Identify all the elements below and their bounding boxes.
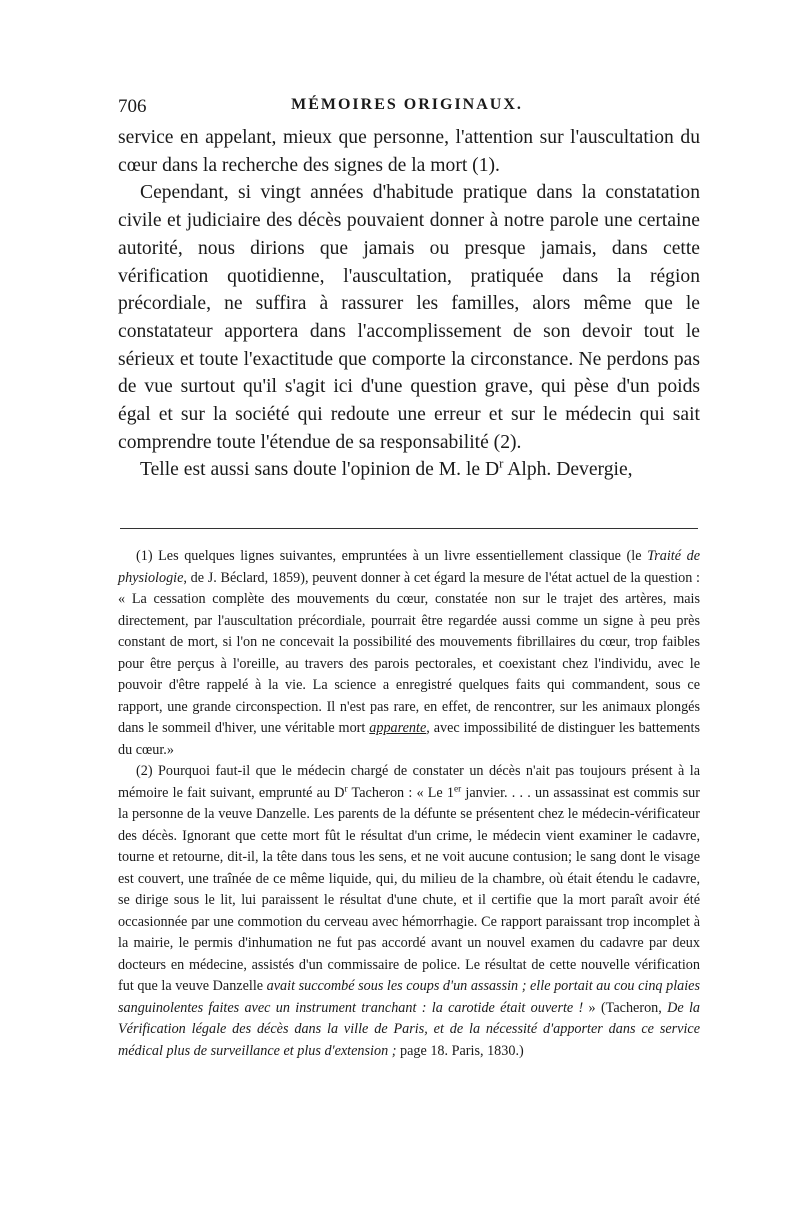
footnote-2 [118, 761, 700, 1062]
footnote-1-text-c: , avec impossibilité de distinguer les battements du cœur.» [118, 720, 700, 758]
footnote-1-text-b: , de J. Béclard, 1859), peuvent donner à cet égard la mesure de l'état actuel de la question : « La cessation complète des mouvements du cœur, constatée non sur le trajet des artères, mais directement, par l'auscultation précordiale, pourrait être regardée aussi comme un signe à peu près constant de mort, si l'on ne concevait la possibilité des mouvements fibrillaires du cœur, trop faibles pour être perçus à l'oreille, au travers des parois pectorales, et coexistant chez l'individu, avec le pouvoir d'être rappelé à la vie. La science a enregistré quelques faits qui commandent, sous ce rapport, une grande circonspection. Il n'est pas rare, en effet, de rencontrer, sur les animaux plongés dans le sommeil d'hiver, une véritable mort [118, 569, 700, 736]
paragraph-1: service en appelant, mieux que personne, l'attention sur l'auscultation du cœur dans la recherche des signes de la mort (1). [118, 127, 700, 176]
paragraph-3-end: Alph. Devergie, [503, 459, 633, 481]
paragraph-3 [118, 456, 700, 484]
running-title: MÉMOIRES ORIGINAUX. [291, 96, 523, 113]
footnote-2-text-b: Tacheron : « Le 1 [347, 784, 455, 801]
footnote-separator [120, 528, 698, 529]
footnote-2-text-a: (2) Pourquoi faut-il que le médecin chargé de constater un décès n'ait pas toujours présent à la mémoire le fait suivant, emprunté au D [118, 763, 700, 801]
footnote-2-sup-2: er [454, 782, 462, 793]
footnote-2-text-c: janvier. . . . un assassinat est commis sur la personne de la veuve Danzelle. Les parents de la défunte se présentent chez le médecin-vérificateur des décès. Ignorant que cette mort fût le résultat d'un crime, le médecin vient examiner le cadavre, tourne et retourne, dit-il, la tête dans tous les sens, et ne voit aucune contusion; le sang dont le visage est couvert, une traînée de ce même liquide, qui, du milieu de la chambre, où était étendu le cadavre, se dirige sous le lit, lui paraissent le résultat d'une chute, et il certifie que la mort paraît avoir été occasionnée par une commotion du cerveau avec hémorrhagie. Ce rapport paraissant trop incomplet à la mairie, le permis d'inhumation ne fut pas accordé avant un nouvel examen du cadavre par deux docteurs en médecine, assistés d'un commissaire de police. Le résultat de cette nouvelle vérification fut que la veuve Danzelle [118, 784, 700, 994]
footnote-1-emphasis: apparente [369, 720, 427, 736]
page-number: 706 [118, 96, 147, 117]
paragraph-2: Cependant, si vingt années d'habitude pratique dans la constatation civile et judiciaire des décès pouvaient donner à notre parole une certaine autorité, nous dirions que jamais ou presque jamais, dans cette vérification quotidienne, l'auscultation, pratiquée dans la région précordiale, ne suffira à rassurer les familles, alors même que le constatateur apportera dans l'accomplissement de son devoir tout le sérieux et toute l'exactitude que comporte la circonstance. Ne perdons pas de vue surtout qu'il s'agit ici d'une question grave, qui pèse d'un poids égal et sur la société qui redoute une erreur et sur le médecin qui sait comprendre toute l'étendue de sa responsabilité (2). [118, 182, 700, 453]
footnote-1-text-a: (1) Les quelques lignes suivantes, empruntées à un livre essentiellement classique (le [136, 548, 648, 564]
footnote-2-text-e: page 18. Paris, 1830.) [396, 1042, 524, 1059]
footnote-2-book-title: De la Vérification légale des décès dans la ville de Paris, et de la nécessité d'apporter dans ce service médical plus de surveillance et plus d'extension ; [118, 999, 700, 1059]
footnote-2-sup-1: r [344, 782, 348, 793]
footnote-1-book-title: Traité de physiologie [118, 548, 700, 586]
footnote-2-emphasis: avait succombé sous les coups d'un assassin ; elle portait au cou cinq plaies sanguinolentes faites avec un instrument tranchant : la carotide était ouverte ! [118, 978, 700, 1016]
paragraph-3-start: Telle est aussi sans doute l'opinion de M. le D [140, 459, 500, 481]
footnote-1 [118, 546, 700, 761]
footnote-2-text-d: » (Tacheron, [583, 999, 668, 1016]
footnotes [118, 546, 700, 1062]
main-text [118, 124, 700, 484]
doctor-superscript: r [499, 456, 504, 471]
running-header [118, 96, 696, 122]
